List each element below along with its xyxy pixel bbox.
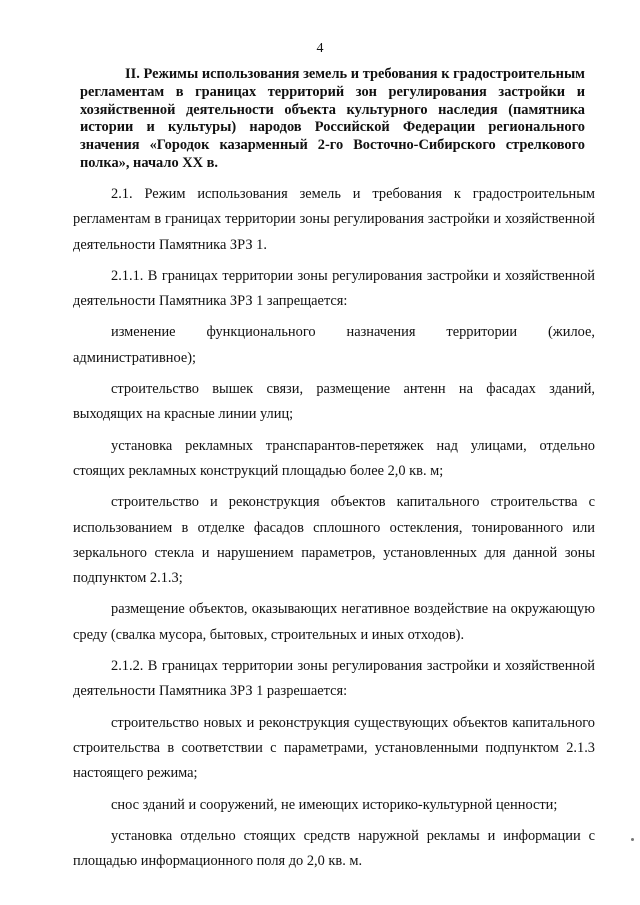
- paragraph: 2.1.1. В границах территории зоны регулирования застройки и хозяйственной деятельности Памятника ЗРЗ 1 запрещается:: [73, 267, 595, 310]
- paragraph: размещение объектов, оказывающих негативное воздействие на окружающую среду (свалка мусора, бытовых, строительных и иных отходов).: [73, 601, 595, 643]
- paragraph: строительство вышек связи, размещение антенн на фасадах зданий, выходящих на красные линии улиц;: [73, 381, 595, 423]
- paragraph: строительство и реконструкция объектов капитального строительства с использованием в отделке фасадов сплошного остекления, тонированного или зеркального стекла и нарушением параметров, установленных для данной зоны подпунктом 2.1.3;: [73, 494, 595, 587]
- paragraph: установка отдельно стоящих средств наружной рекламы и информации с площадью информационного поля до 2,0 кв. м.: [73, 827, 595, 870]
- paragraph: установка рекламных транспарантов-перетяжек над улицами, отдельно стоящих рекламных конструкций площадью более 2,0 кв. м;: [73, 437, 595, 479]
- scan-artifact: [631, 838, 634, 841]
- paragraph: снос зданий и сооружений, не имеющих историко-культурной ценности;: [111, 796, 558, 813]
- page-number: 4: [316, 41, 324, 56]
- document-body: [73, 182, 595, 880]
- section-heading: II. Режимы использования земель и требования к градостроительным регламентам в границах территорий зон регулирования застройки и хозяйственной деятельности объекта культурного наследия (памятника истории и культуры) народов Российской Федерации регионального значения «Городок казарменный 2-го Восточно-Сибирского стрелкового полка», начало XX в.: [80, 66, 585, 171]
- paragraph: 2.1. Режим использования земель и требования к градостроительным регламентам в границах территории зоны регулирования застройки и хозяйственной деятельности Памятника ЗРЗ 1.: [73, 186, 595, 253]
- paragraph: 2.1.2. В границах территории зоны регулирования застройки и хозяйственной деятельности Памятника ЗРЗ 1 разрешается:: [73, 658, 595, 700]
- paragraph: изменение функционального назначения территории (жилое, административное);: [73, 324, 595, 366]
- paragraph: строительство новых и реконструкция существующих объектов капитального строительства в соответствии с параметрами, установленными подпунктом 2.1.3 настоящего режима;: [73, 714, 595, 782]
